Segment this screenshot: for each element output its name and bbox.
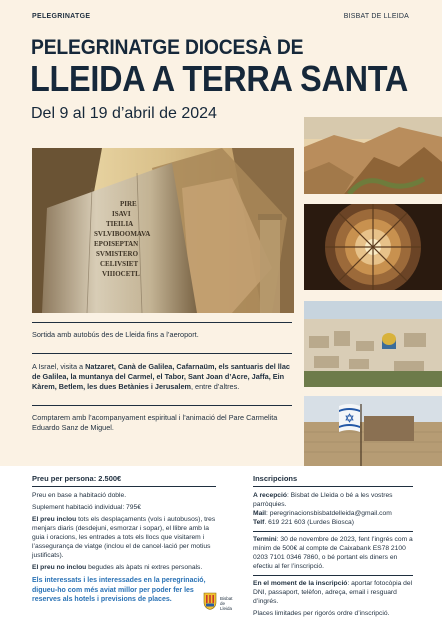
photo-column-inscription xyxy=(32,148,294,313)
logo-caption: Bisbat de Lleida xyxy=(220,596,233,611)
photo-israel-flag-wall xyxy=(304,396,442,466)
price-excludes: El preu no inclou begudes als àpats ni extres personals. xyxy=(32,564,203,571)
inscriptions-heading: Inscripcions xyxy=(253,474,413,487)
header-organization: BISBAT DE LLEIDA xyxy=(343,13,409,20)
contact-phone: . 619 221 603 (Lurdes Biosca) xyxy=(264,519,355,526)
photo-desert-canyon xyxy=(304,117,442,194)
itinerary-text: A Israel, visita a Natzaret, Canà de Galilea, Cafarnaüm, els santuaris del llac de Galilea, la muntanya del Carmel, el Tabor, Sant Joan d’Acre, Jaffa, Ein Kàrem, Betlem, les dues Betànies i Jerusalem, entre d’altres. xyxy=(32,362,290,391)
price-heading: Preu per persona: 2.500€ xyxy=(32,474,216,487)
price-single-supplement: Suplement habitació individual: 795€ xyxy=(32,504,141,511)
divider xyxy=(32,405,292,406)
price-double-room: Preu en base a habitació doble. xyxy=(32,492,127,499)
price-includes: El preu inclou tots els desplaçaments (vols i autobusos), tres menjars diaris (desdejuni, esmorzar i sopar), el llibre amb la guia i oracions, les entrades a tots els llocs que visitarem i l’assegurança de viatge (inclou el de cancel·lació per motius justificats). xyxy=(32,516,216,559)
divider xyxy=(32,322,292,323)
photo-dome-interior xyxy=(304,204,442,290)
photo-jerusalem-panorama xyxy=(304,301,442,387)
departure-note: Sortida amb autobús des de Lleida fins a l’aeroport. xyxy=(32,330,199,339)
title-line-2: LLEIDA A TERRA SANTA xyxy=(30,58,408,99)
spiritual-guide-note: Comptarem amb l’acompanyament espiritual i l’animació del Pare Carmelita Eduardo Sanz de Miguel. xyxy=(32,413,278,432)
inscription-line: SVMISTERO xyxy=(96,250,139,258)
bisbat-lleida-logo xyxy=(203,592,217,610)
inscriptions-limited: Places limitades per rigorós ordre d’inscripció. xyxy=(253,610,390,617)
inscription-line: TIEILIA xyxy=(106,220,134,228)
divider xyxy=(32,353,292,354)
inscriptions-column xyxy=(253,474,413,621)
itinerary-places: Natzaret, Canà de Galilea, Cafarnaüm, els santuaris del llac de Galilea, la muntanya del Carmel, el Tabor, Sant Joan d’Acre, Jaffa, Ein Kàrem, Betlem, les dues Betànies i Jerusalem xyxy=(32,362,290,391)
price-column xyxy=(32,474,216,605)
inscription-line: VIIIOCETL xyxy=(102,270,140,278)
inscription-line: SVLVIBOOMAVA xyxy=(94,230,151,238)
inscriptions-documents: En el moment de la inscripció: aportar fotocòpia del DNI, passaport, telèfon, adreça, email i resguard d’ingrés. xyxy=(253,580,413,605)
inscription-line: CELIVSIET xyxy=(100,260,139,268)
inscription-line: EPOISEPTAN xyxy=(94,240,139,248)
divider xyxy=(253,575,413,576)
inscription-line: PIRE xyxy=(120,200,137,208)
trip-dates: Del 9 al 19 d’abril de 2024 xyxy=(31,105,217,122)
title-line-1: PELEGRINATGE DIOCESÀ DE xyxy=(31,36,304,59)
header-category: PELEGRINATGE xyxy=(32,13,91,20)
inscription-line: ISAVI xyxy=(112,210,131,218)
inscriptions-contact: A recepció: Bisbat de Lleida o bé a les vostres parròquies. Mail: peregrinacionsbisbatdelleida@gmail.com Telf. 619 221 603 (Lurdes Biosca) xyxy=(253,492,393,526)
contact-email: : peregrinacionsbisbatdelleida@gmail.com xyxy=(266,510,392,517)
divider xyxy=(253,531,413,532)
reservation-highlight: Els interessats i les interessades en la peregrinació, digueu-ho com més aviat millor per poder fer les reserves als hotels i previsions de places. xyxy=(32,577,206,603)
inscriptions-deadline: Termini: 30 de novembre de 2023, fent l’ingrés com a mínim de 500€ al compte de Caixabank ES78 2100 0203 7101 0346 7860, o bé portant els diners en efectiu al fer l’inscripció. xyxy=(253,536,413,570)
